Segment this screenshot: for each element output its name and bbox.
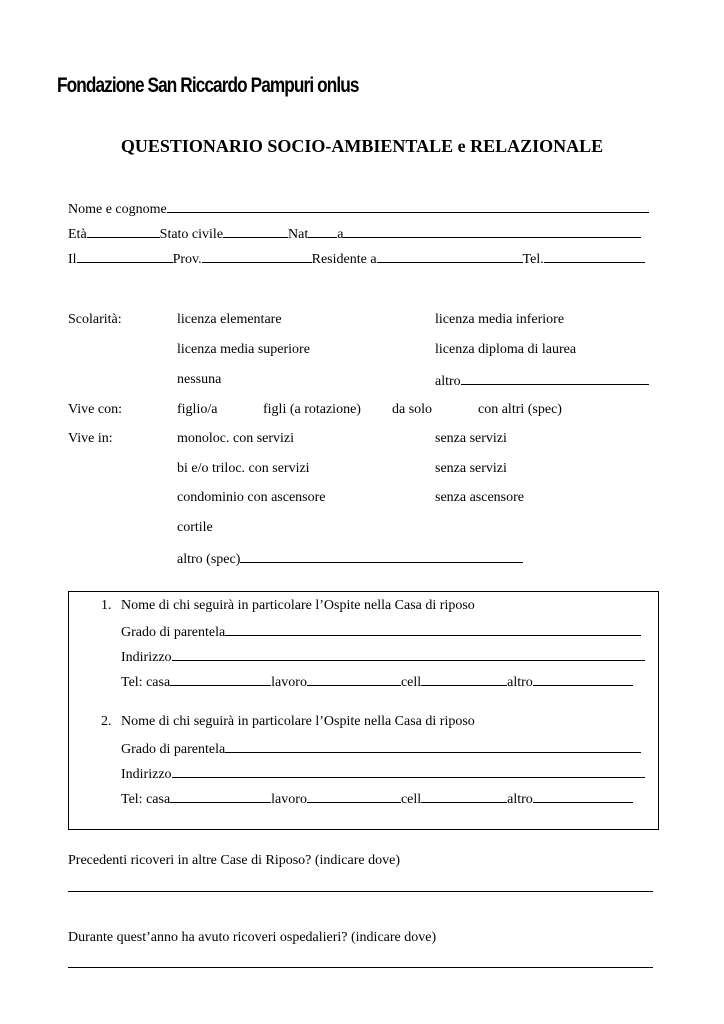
data-nascita-field[interactable] [77,249,173,263]
contact-1-cell-label: cell [400,675,422,690]
option-figli-rotazione[interactable]: figli (a rotazione) [263,402,361,417]
eta-row [68,224,641,244]
contact-1-tel-casa-field[interactable] [170,672,271,686]
contact-2-cell-field[interactable] [421,789,507,803]
prov-label: Prov. [172,252,202,267]
vive-in-label: Vive in: [68,431,113,446]
nome-field[interactable] [167,199,649,213]
residente-label: Residente a [311,252,377,267]
vive-in-altro-field[interactable] [240,549,523,563]
option-bi-trilocale[interactable]: bi e/o triloc. con servizi [177,461,310,476]
contact-1-lavoro-label: lavoro [271,675,307,690]
nat-label: Nat [288,227,309,242]
contact-1-grado-field[interactable] [225,622,641,636]
option-monolocale[interactable]: monoloc. con servizi [177,431,295,446]
tel-label: Tel. [522,252,544,267]
residente-field[interactable] [377,249,523,263]
option-cortile[interactable]: cortile [177,520,213,535]
option-bi-trilocale-senza-servizi[interactable]: senza servizi [435,461,507,476]
option-con-altri[interactable]: con altri (spec) [478,402,562,417]
scolarita-label: Scolarità: [68,312,122,327]
contact-2-tel-casa-label: Tel: casa [121,792,171,807]
contact-2-indirizzo-label: Indirizzo [121,767,172,782]
contact-1-heading: Nome di chi seguirà in particolare l’Ospite nella Casa di riposo [121,598,475,613]
contact-1-cell-field[interactable] [421,672,507,686]
vive-in-altro-row [177,549,523,569]
contact-2-heading: Nome di chi seguirà in particolare l’Ospite nella Casa di riposo [121,714,475,729]
option-nessuna[interactable]: nessuna [177,372,222,387]
stato-civile-field[interactable] [223,224,288,238]
nome-row [68,199,649,219]
scolarita-altro-field[interactable] [461,371,649,385]
contact-1-lavoro-field[interactable] [307,672,401,686]
option-licenza-elementare[interactable]: licenza elementare [177,312,282,327]
contact-2-indirizzo-row [121,764,645,784]
contact-2-cell-label: cell [400,792,422,807]
luogo-nascita-label: a [337,227,344,242]
contact-2-grado-label: Grado di parentela [121,742,226,757]
eta-label: Età [68,227,87,242]
answer-ricoveri-ospedalieri-line[interactable] [68,967,653,968]
contact-1-indirizzo-row [121,647,645,667]
contact-1-indirizzo-label: Indirizzo [121,650,172,665]
il-row [68,249,645,269]
answer-precedenti-ricoveri-line[interactable] [68,891,653,892]
question-ricoveri-ospedalieri: Durante quest’anno ha avuto ricoveri ospedalieri? (indicare dove) [68,930,437,945]
contact-1-altro-field[interactable] [533,672,633,686]
contact-1-tel-row [121,672,633,692]
organization-name: Fondazione San Riccardo Pampuri onlus [57,74,359,97]
contact-2-indirizzo-field[interactable] [172,764,645,778]
contact-2-lavoro-label: lavoro [271,792,307,807]
option-scolarita-altro[interactable]: altro [435,374,461,389]
contact-1-indirizzo-field[interactable] [172,647,645,661]
contact-1-grado-row [121,622,641,642]
il-label: Il [68,252,77,267]
contact-1-tel-casa-label: Tel: casa [121,675,171,690]
question-precedenti-ricoveri: Precedenti ricoveri in altre Case di Riposo? (indicare dove) [68,853,400,868]
option-senza-ascensore[interactable]: senza ascensore [435,490,525,505]
option-vive-in-altro[interactable]: altro (spec) [177,552,241,567]
contact-1-grado-label: Grado di parentela [121,625,226,640]
contact-2-number: 2. [101,714,112,729]
option-monolocale-senza-servizi[interactable]: senza servizi [435,431,507,446]
option-licenza-media-inferiore[interactable]: licenza media inferiore [435,312,565,327]
contact-2-tel-row [121,789,633,809]
option-condominio-ascensore[interactable]: condominio con ascensore [177,490,326,505]
nome-label: Nome e cognome [68,202,167,217]
option-licenza-media-superiore[interactable]: licenza media superiore [177,342,310,357]
eta-field[interactable] [87,224,160,238]
option-da-solo[interactable]: da solo [392,402,433,417]
contact-2-grado-row [121,739,641,759]
contact-2-altro-field[interactable] [533,789,633,803]
prov-field[interactable] [202,249,312,263]
contact-2-grado-field[interactable] [225,739,641,753]
contact-2-tel-casa-field[interactable] [170,789,271,803]
contact-2-altro-label: altro [507,792,533,807]
tel-field[interactable] [544,249,645,263]
contact-1-number: 1. [101,598,112,613]
nat-field[interactable] [308,224,337,238]
stato-civile-label: Stato civile [159,227,224,242]
form-title: QUESTIONARIO SOCIO-AMBIENTALE e RELAZIONALE [120,136,604,156]
contact-1-altro-label: altro [507,675,533,690]
option-figlio[interactable]: figlio/a [177,402,218,417]
vive-con-label: Vive con: [68,402,122,417]
scolarita-altro-row [435,371,649,391]
option-diploma-laurea[interactable]: licenza diploma di laurea [435,342,577,357]
luogo-nascita-field[interactable] [343,224,641,238]
contact-2-lavoro-field[interactable] [307,789,401,803]
